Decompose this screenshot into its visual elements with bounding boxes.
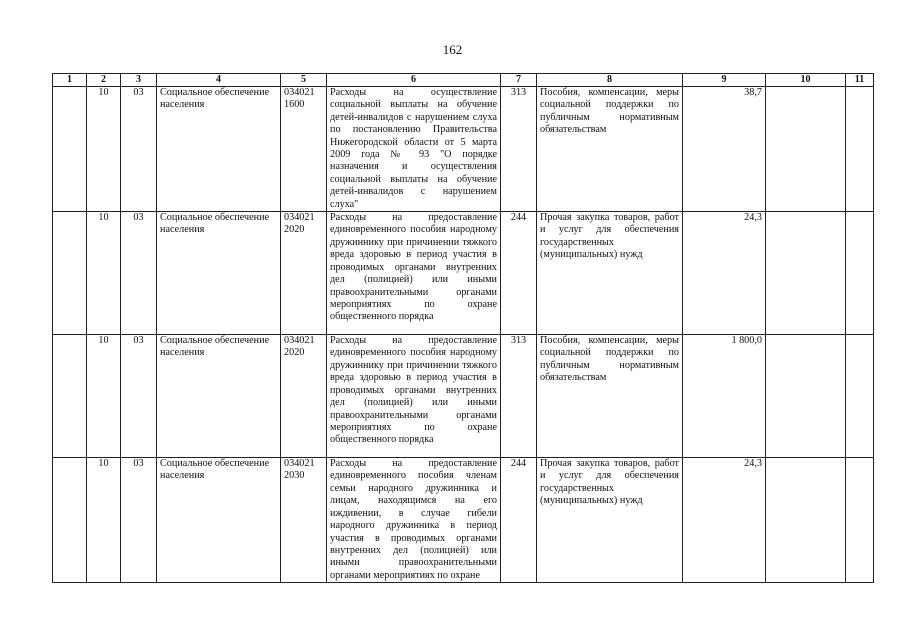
column-header: 7 [501, 74, 537, 87]
column-header: 5 [281, 74, 327, 87]
cell-target-code: 034021 2020 [281, 335, 327, 458]
cell-subsection: 03 [121, 87, 157, 212]
cell-expense-description: Расходы на предоставление единовременного пособия народному дружиннику при причинении тяжкого вреда здоровью в период участия в проводимых органами внутренних дел (полицией) или иными правоохранительными органами мероприятиях по охране общественного порядка [327, 335, 501, 458]
cell-expense-type-name: Прочая закупка товаров, работ и услуг для обеспечения государственных (муниципальных) нужд [537, 212, 683, 335]
column-header: 8 [537, 74, 683, 87]
cell-expense-description: Расходы на осуществление социальной выплаты на обучение детей-инвалидов с нарушением слуха по постановлению Правительства Нижегородской области от 5 марта 2009 года № 93 "О порядке назначения и осуществления социальной выплаты на обучение детей-инвалидов с нарушением слуха" [327, 87, 501, 212]
cell-empty [53, 458, 87, 583]
table-row [53, 212, 874, 335]
cell-section: 10 [87, 458, 121, 583]
column-header: 10 [766, 74, 846, 87]
cell-target-code: 034021 2030 [281, 458, 327, 583]
cell-section: 10 [87, 335, 121, 458]
cell-empty [846, 335, 874, 458]
column-header: 4 [157, 74, 281, 87]
cell-expense-type-name: Прочая закупка товаров, работ и услуг для обеспечения государственных (муниципальных) нужд [537, 458, 683, 583]
cell-expense-description: Расходы на предоставление единовременного пособия народному дружиннику при причинении тяжкого вреда здоровью в период участия в проводимых органами внутренних дел (полицией) или иными правоохранительными органами мероприятиях по охране общественного порядка [327, 212, 501, 335]
cell-expense-type-code: 244 [501, 458, 537, 583]
cell-section: 10 [87, 212, 121, 335]
table-header-row [53, 74, 874, 87]
cell-subsection-name: Социальное обеспечение населения [157, 87, 281, 212]
table-row [53, 87, 874, 212]
cell-empty [846, 212, 874, 335]
cell-subsection-name: Социальное обеспечение населения [157, 335, 281, 458]
page-number: 162 [442, 42, 463, 57]
table-row [53, 335, 874, 458]
cell-expense-type-code: 244 [501, 212, 537, 335]
cell-empty [846, 87, 874, 212]
table-row [53, 458, 874, 583]
cell-amount: 1 800,0 [683, 335, 766, 458]
column-header: 11 [846, 74, 874, 87]
cell-empty [53, 212, 87, 335]
cell-subsection: 03 [121, 335, 157, 458]
cell-expense-type-code: 313 [501, 87, 537, 212]
cell-empty [53, 335, 87, 458]
cell-expense-type-name: Пособия, компенсации, меры социальной поддержки по публичным нормативным обязательствам [537, 87, 683, 212]
cell-target-code: 034021 1600 [281, 87, 327, 212]
cell-subsection: 03 [121, 458, 157, 583]
cell-empty [766, 458, 846, 583]
cell-amount: 24,3 [683, 212, 766, 335]
cell-section: 10 [87, 87, 121, 212]
cell-empty [846, 458, 874, 583]
cell-target-code: 034021 2020 [281, 212, 327, 335]
column-header: 6 [327, 74, 501, 87]
cell-expense-description: Расходы на предоставление единовременного пособия членам семьи народного дружинника и лицам, находящимся на его иждивении, в случае гибели народного дружинника в период участия в проводимых органами внутренних дел (полицией) или иными правоохранительными органами мероприятиях по охране [327, 458, 501, 583]
cell-expense-type-name: Пособия, компенсации, меры социальной поддержки по публичным нормативным обязательствам [537, 335, 683, 458]
budget-table [52, 73, 874, 583]
column-header: 3 [121, 74, 157, 87]
cell-subsection: 03 [121, 212, 157, 335]
column-header: 9 [683, 74, 766, 87]
cell-subsection-name: Социальное обеспечение населения [157, 458, 281, 583]
column-header: 1 [53, 74, 87, 87]
column-header: 2 [87, 74, 121, 87]
cell-empty [53, 87, 87, 212]
cell-empty [766, 212, 846, 335]
cell-subsection-name: Социальное обеспечение населения [157, 212, 281, 335]
cell-empty [766, 335, 846, 458]
cell-empty [766, 87, 846, 212]
cell-amount: 38,7 [683, 87, 766, 212]
cell-expense-type-code: 313 [501, 335, 537, 458]
cell-amount: 24,3 [683, 458, 766, 583]
